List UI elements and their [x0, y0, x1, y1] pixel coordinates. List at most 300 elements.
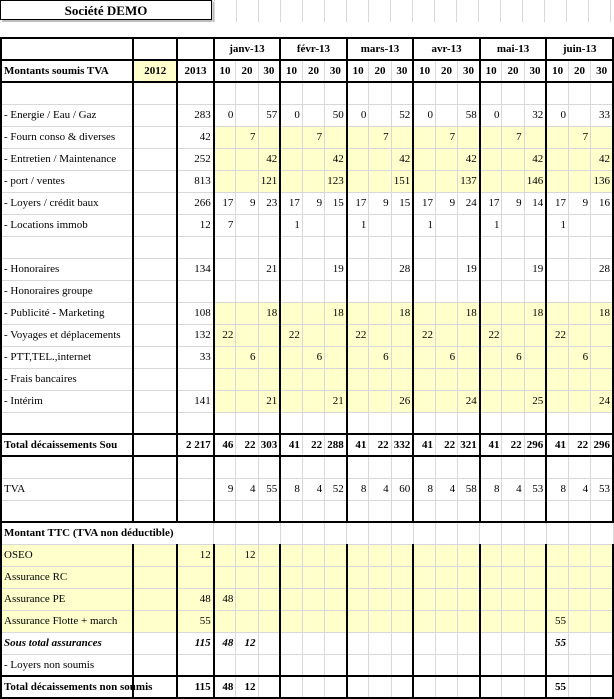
cell[interactable]	[280, 522, 302, 544]
value-cell[interactable]	[435, 236, 457, 258]
value-cell[interactable]	[413, 390, 435, 412]
cell[interactable]	[133, 588, 177, 610]
value-cell[interactable]: 7	[302, 126, 324, 148]
value-cell[interactable]: 0	[347, 104, 369, 126]
value-cell[interactable]: 22	[413, 324, 435, 346]
ttc-label[interactable]: OSEO	[1, 544, 133, 566]
ttc-cell[interactable]	[369, 588, 391, 610]
ttc-cell[interactable]	[524, 566, 546, 588]
value-cell[interactable]	[591, 236, 613, 258]
cell[interactable]	[502, 500, 524, 522]
ttc-cell[interactable]	[280, 544, 302, 566]
month-header[interactable]: janv-13	[214, 38, 281, 60]
value-cell[interactable]	[435, 324, 457, 346]
value-cell[interactable]: 58	[458, 104, 480, 126]
value-cell[interactable]: 19	[458, 258, 480, 280]
cell[interactable]	[177, 456, 213, 478]
value-cell[interactable]: 22	[546, 324, 568, 346]
cell[interactable]	[133, 566, 177, 588]
cell[interactable]	[1, 82, 133, 104]
value-cell[interactable]	[236, 280, 258, 302]
cell-2013[interactable]: 108	[177, 302, 213, 324]
value-cell[interactable]	[480, 302, 502, 324]
cell[interactable]	[347, 82, 369, 104]
value-cell[interactable]: 6	[568, 346, 590, 368]
value-cell[interactable]: 17	[347, 192, 369, 214]
header-cell[interactable]	[177, 38, 213, 60]
value-cell[interactable]	[591, 324, 613, 346]
ttc-cell[interactable]	[591, 544, 613, 566]
value-cell[interactable]	[258, 368, 280, 390]
cell[interactable]	[591, 456, 613, 478]
cell[interactable]	[258, 412, 280, 434]
value-cell[interactable]: 0	[480, 104, 502, 126]
header-cell[interactable]	[1, 38, 133, 60]
value-cell[interactable]	[347, 126, 369, 148]
value-cell[interactable]	[302, 214, 324, 236]
total-label[interactable]: Total décaissements Sou	[1, 434, 133, 456]
cell-2012[interactable]	[133, 302, 177, 324]
ttc-cell[interactable]	[280, 588, 302, 610]
cell[interactable]	[413, 522, 435, 544]
cell[interactable]	[458, 522, 480, 544]
cell[interactable]	[524, 654, 546, 676]
value-cell[interactable]: 123	[325, 170, 347, 192]
total-cell[interactable]: 22	[236, 434, 258, 456]
value-cell[interactable]	[524, 126, 546, 148]
cell[interactable]	[524, 412, 546, 434]
subtotal-cell[interactable]	[591, 632, 613, 654]
value-cell[interactable]: 1	[347, 214, 369, 236]
ttc-cell[interactable]	[325, 566, 347, 588]
value-cell[interactable]	[413, 280, 435, 302]
subtotal-cell[interactable]	[280, 632, 302, 654]
value-cell[interactable]: 22	[214, 324, 236, 346]
value-cell[interactable]	[214, 236, 236, 258]
value-cell[interactable]	[502, 258, 524, 280]
value-cell[interactable]: 15	[391, 192, 413, 214]
value-cell[interactable]	[502, 236, 524, 258]
tva-cell[interactable]: 8	[347, 478, 369, 500]
value-cell[interactable]	[280, 126, 302, 148]
subcol-header[interactable]: 30	[391, 60, 413, 82]
cell-2012[interactable]	[133, 170, 177, 192]
cell[interactable]	[302, 456, 324, 478]
value-cell[interactable]	[214, 390, 236, 412]
cell[interactable]	[435, 500, 457, 522]
value-cell[interactable]	[413, 302, 435, 324]
cell[interactable]	[458, 412, 480, 434]
cell[interactable]	[258, 654, 280, 676]
value-cell[interactable]: 33	[591, 104, 613, 126]
value-cell[interactable]	[236, 258, 258, 280]
month-header[interactable]: mars-13	[347, 38, 414, 60]
cell[interactable]	[546, 82, 568, 104]
value-cell[interactable]	[458, 236, 480, 258]
cell[interactable]	[480, 82, 502, 104]
value-cell[interactable]	[258, 214, 280, 236]
ttc-cell[interactable]	[413, 588, 435, 610]
cell[interactable]	[369, 412, 391, 434]
value-cell[interactable]	[591, 346, 613, 368]
value-cell[interactable]	[502, 368, 524, 390]
value-cell[interactable]: 0	[214, 104, 236, 126]
value-cell[interactable]: 1	[280, 214, 302, 236]
ttc-cell[interactable]	[347, 610, 369, 632]
value-cell[interactable]	[413, 148, 435, 170]
cell-2012[interactable]	[133, 280, 177, 302]
tva-cell[interactable]: 4	[236, 478, 258, 500]
value-cell[interactable]	[236, 148, 258, 170]
cell[interactable]	[133, 632, 177, 654]
value-cell[interactable]: 9	[302, 192, 324, 214]
ttc-cell[interactable]	[236, 566, 258, 588]
value-cell[interactable]	[568, 236, 590, 258]
value-cell[interactable]	[347, 280, 369, 302]
row-label[interactable]: - Honoraires	[1, 258, 133, 280]
ttc-cell[interactable]	[502, 610, 524, 632]
value-cell[interactable]	[391, 214, 413, 236]
value-cell[interactable]	[413, 236, 435, 258]
total-cell[interactable]: 22	[435, 434, 457, 456]
cell[interactable]	[369, 456, 391, 478]
value-cell[interactable]	[302, 148, 324, 170]
value-cell[interactable]: 18	[458, 302, 480, 324]
ttc-2013[interactable]: 12	[177, 544, 213, 566]
value-cell[interactable]	[413, 346, 435, 368]
subcol-header[interactable]: 10	[546, 60, 568, 82]
value-cell[interactable]: 18	[524, 302, 546, 324]
value-cell[interactable]	[369, 104, 391, 126]
value-cell[interactable]	[214, 280, 236, 302]
value-cell[interactable]	[524, 346, 546, 368]
subcol-header[interactable]: 30	[258, 60, 280, 82]
value-cell[interactable]: 42	[258, 148, 280, 170]
cell-2013[interactable]: 141	[177, 390, 213, 412]
value-cell[interactable]	[369, 258, 391, 280]
value-cell[interactable]	[325, 368, 347, 390]
value-cell[interactable]	[236, 214, 258, 236]
ttc-cell[interactable]	[325, 610, 347, 632]
value-cell[interactable]	[568, 170, 590, 192]
value-cell[interactable]: 9	[369, 192, 391, 214]
cell[interactable]	[413, 82, 435, 104]
cell-2013[interactable]: 134	[177, 258, 213, 280]
value-cell[interactable]	[280, 346, 302, 368]
value-cell[interactable]	[591, 368, 613, 390]
value-cell[interactable]	[280, 148, 302, 170]
total-cell[interactable]: 41	[480, 434, 502, 456]
value-cell[interactable]	[502, 104, 524, 126]
value-cell[interactable]	[280, 170, 302, 192]
subcol-header[interactable]: 10	[280, 60, 302, 82]
cell[interactable]	[236, 654, 258, 676]
cell[interactable]	[502, 82, 524, 104]
tva-cell[interactable]: 8	[546, 478, 568, 500]
ttc-cell[interactable]	[435, 588, 457, 610]
ttc-cell[interactable]	[258, 544, 280, 566]
value-cell[interactable]: 52	[391, 104, 413, 126]
cell[interactable]	[568, 412, 590, 434]
value-cell[interactable]: 42	[458, 148, 480, 170]
tva-cell[interactable]: 4	[369, 478, 391, 500]
cell[interactable]	[177, 478, 213, 500]
value-cell[interactable]: 9	[236, 192, 258, 214]
cell-2013[interactable]: 813	[177, 170, 213, 192]
cell-2012[interactable]	[133, 104, 177, 126]
subtotal-cell[interactable]: 55	[546, 632, 568, 654]
ttc-cell[interactable]	[480, 610, 502, 632]
value-cell[interactable]	[236, 324, 258, 346]
final-total-cell[interactable]	[325, 676, 347, 698]
total-cell[interactable]: 22	[369, 434, 391, 456]
ttc-cell[interactable]	[391, 610, 413, 632]
cell[interactable]	[133, 500, 177, 522]
final-total-cell[interactable]	[258, 676, 280, 698]
value-cell[interactable]	[480, 258, 502, 280]
final-total-cell[interactable]	[458, 676, 480, 698]
value-cell[interactable]	[347, 236, 369, 258]
row-label[interactable]: - Energie / Eau / Gaz	[1, 104, 133, 126]
cell[interactable]	[524, 522, 546, 544]
subcol-header[interactable]: 20	[435, 60, 457, 82]
tva-cell[interactable]: 60	[391, 478, 413, 500]
value-cell[interactable]	[214, 258, 236, 280]
subcol-header[interactable]: 20	[236, 60, 258, 82]
ttc-cell[interactable]	[302, 588, 324, 610]
cell[interactable]	[133, 434, 177, 456]
value-cell[interactable]	[480, 148, 502, 170]
subcol-header[interactable]: 20	[502, 60, 524, 82]
subcol-header[interactable]: 20	[568, 60, 590, 82]
cell[interactable]	[369, 500, 391, 522]
cell[interactable]	[347, 654, 369, 676]
value-cell[interactable]: 1	[413, 214, 435, 236]
value-cell[interactable]: 0	[546, 104, 568, 126]
value-cell[interactable]	[435, 170, 457, 192]
cell[interactable]	[325, 500, 347, 522]
value-cell[interactable]	[546, 280, 568, 302]
value-cell[interactable]	[391, 368, 413, 390]
subtotal-cell[interactable]	[502, 632, 524, 654]
cell[interactable]	[591, 522, 613, 544]
value-cell[interactable]	[369, 390, 391, 412]
ttc-cell[interactable]	[568, 610, 590, 632]
cell-2013[interactable]	[177, 236, 213, 258]
value-cell[interactable]: 7	[568, 126, 590, 148]
value-cell[interactable]	[502, 170, 524, 192]
value-cell[interactable]	[347, 346, 369, 368]
ttc-cell[interactable]	[391, 544, 413, 566]
cell[interactable]	[302, 500, 324, 522]
cell[interactable]	[391, 522, 413, 544]
ttc-cell[interactable]	[347, 588, 369, 610]
row-label[interactable]: - port / ventes	[1, 170, 133, 192]
final-total-cell[interactable]	[480, 676, 502, 698]
ttc-cell[interactable]	[214, 566, 236, 588]
month-header[interactable]: mai-13	[480, 38, 547, 60]
cell[interactable]	[502, 522, 524, 544]
value-cell[interactable]: 17	[480, 192, 502, 214]
subcol-header[interactable]: 10	[214, 60, 236, 82]
value-cell[interactable]: 137	[458, 170, 480, 192]
value-cell[interactable]	[369, 170, 391, 192]
value-cell[interactable]	[236, 104, 258, 126]
total-cell[interactable]: 22	[568, 434, 590, 456]
cell-2013[interactable]: 132	[177, 324, 213, 346]
value-cell[interactable]: 28	[591, 258, 613, 280]
ttc-cell[interactable]	[568, 566, 590, 588]
cell[interactable]	[258, 500, 280, 522]
ttc-cell[interactable]	[413, 544, 435, 566]
cell[interactable]	[177, 412, 213, 434]
subcol-header[interactable]: 10	[480, 60, 502, 82]
value-cell[interactable]	[325, 126, 347, 148]
ttc-cell[interactable]	[458, 588, 480, 610]
subtotal-cell[interactable]	[347, 632, 369, 654]
value-cell[interactable]	[391, 280, 413, 302]
cell[interactable]	[413, 654, 435, 676]
value-cell[interactable]	[546, 148, 568, 170]
cell[interactable]	[280, 654, 302, 676]
ttc-cell[interactable]	[302, 610, 324, 632]
value-cell[interactable]	[302, 104, 324, 126]
final-total-label[interactable]: Total décaissements non soumis	[1, 676, 133, 698]
value-cell[interactable]: 18	[325, 302, 347, 324]
value-cell[interactable]	[435, 104, 457, 126]
value-cell[interactable]: 21	[258, 258, 280, 280]
ttc-cell[interactable]	[391, 588, 413, 610]
cell[interactable]	[458, 82, 480, 104]
value-cell[interactable]	[568, 368, 590, 390]
value-cell[interactable]: 7	[435, 126, 457, 148]
total-cell[interactable]: 321	[458, 434, 480, 456]
row-label[interactable]	[1, 236, 133, 258]
year-2013-header[interactable]: 2013	[177, 60, 213, 82]
value-cell[interactable]: 23	[258, 192, 280, 214]
cell-2012[interactable]	[133, 258, 177, 280]
final-total-cell[interactable]	[302, 676, 324, 698]
cell[interactable]	[133, 412, 177, 434]
ttc-cell[interactable]	[546, 544, 568, 566]
value-cell[interactable]	[258, 236, 280, 258]
final-total-cell[interactable]	[524, 676, 546, 698]
value-cell[interactable]	[214, 148, 236, 170]
cell[interactable]	[591, 82, 613, 104]
ttc-cell[interactable]	[502, 566, 524, 588]
ttc-2013[interactable]: 55	[177, 610, 213, 632]
ttc-cell[interactable]	[458, 544, 480, 566]
value-cell[interactable]	[524, 214, 546, 236]
value-cell[interactable]	[369, 236, 391, 258]
cell-2012[interactable]	[133, 390, 177, 412]
final-total-cell[interactable]: 55	[546, 676, 568, 698]
cell-2012[interactable]	[133, 346, 177, 368]
value-cell[interactable]	[302, 324, 324, 346]
value-cell[interactable]	[502, 148, 524, 170]
ttc-cell[interactable]	[546, 588, 568, 610]
ttc-cell[interactable]	[524, 588, 546, 610]
value-cell[interactable]	[391, 126, 413, 148]
value-cell[interactable]: 1	[480, 214, 502, 236]
value-cell[interactable]: 42	[591, 148, 613, 170]
value-cell[interactable]	[502, 302, 524, 324]
value-cell[interactable]	[391, 346, 413, 368]
cell[interactable]	[546, 522, 568, 544]
cell[interactable]	[568, 82, 590, 104]
cell[interactable]	[568, 456, 590, 478]
value-cell[interactable]: 22	[480, 324, 502, 346]
cell[interactable]	[524, 82, 546, 104]
value-cell[interactable]: 7	[236, 126, 258, 148]
value-cell[interactable]	[435, 214, 457, 236]
total-cell[interactable]: 296	[591, 434, 613, 456]
cell[interactable]	[302, 82, 324, 104]
value-cell[interactable]: 26	[391, 390, 413, 412]
subcol-header[interactable]: 30	[591, 60, 613, 82]
tva-cell[interactable]: 4	[568, 478, 590, 500]
value-cell[interactable]	[302, 170, 324, 192]
subtotal-cell[interactable]	[325, 632, 347, 654]
cell[interactable]	[568, 654, 590, 676]
value-cell[interactable]	[369, 280, 391, 302]
row-label[interactable]: - Fourn conso & diverses	[1, 126, 133, 148]
cell[interactable]	[258, 522, 280, 544]
value-cell[interactable]	[369, 324, 391, 346]
value-cell[interactable]	[236, 236, 258, 258]
value-cell[interactable]: 24	[591, 390, 613, 412]
subtotal-2013[interactable]: 115	[177, 632, 213, 654]
value-cell[interactable]: 1	[546, 214, 568, 236]
value-cell[interactable]	[568, 214, 590, 236]
cell[interactable]	[435, 456, 457, 478]
value-cell[interactable]: 0	[413, 104, 435, 126]
cell[interactable]	[524, 456, 546, 478]
value-cell[interactable]	[236, 170, 258, 192]
ttc-cell[interactable]	[280, 610, 302, 632]
cell[interactable]	[546, 412, 568, 434]
value-cell[interactable]	[546, 126, 568, 148]
value-cell[interactable]	[524, 368, 546, 390]
cell-2012[interactable]	[133, 192, 177, 214]
cell-2013[interactable]	[177, 280, 213, 302]
cell-2012[interactable]	[133, 214, 177, 236]
tva-cell[interactable]: 8	[413, 478, 435, 500]
value-cell[interactable]: 0	[280, 104, 302, 126]
ttc-cell[interactable]	[347, 566, 369, 588]
value-cell[interactable]	[302, 258, 324, 280]
value-cell[interactable]: 14	[524, 192, 546, 214]
row-label[interactable]: - Voyages et déplacements	[1, 324, 133, 346]
cell[interactable]	[177, 82, 213, 104]
cell-2013[interactable]: 12	[177, 214, 213, 236]
cell-2012[interactable]	[133, 368, 177, 390]
total-cell[interactable]: 332	[391, 434, 413, 456]
ttc-label[interactable]: Assurance RC	[1, 566, 133, 588]
value-cell[interactable]: 7	[502, 126, 524, 148]
cell-2013[interactable]: 252	[177, 148, 213, 170]
value-cell[interactable]: 42	[325, 148, 347, 170]
value-cell[interactable]: 24	[458, 192, 480, 214]
cell[interactable]	[280, 82, 302, 104]
cell-2012[interactable]	[133, 324, 177, 346]
cell[interactable]	[258, 82, 280, 104]
cell[interactable]	[391, 412, 413, 434]
subtotal-cell[interactable]	[413, 632, 435, 654]
cell[interactable]	[177, 500, 213, 522]
cell[interactable]	[458, 456, 480, 478]
value-cell[interactable]	[591, 214, 613, 236]
